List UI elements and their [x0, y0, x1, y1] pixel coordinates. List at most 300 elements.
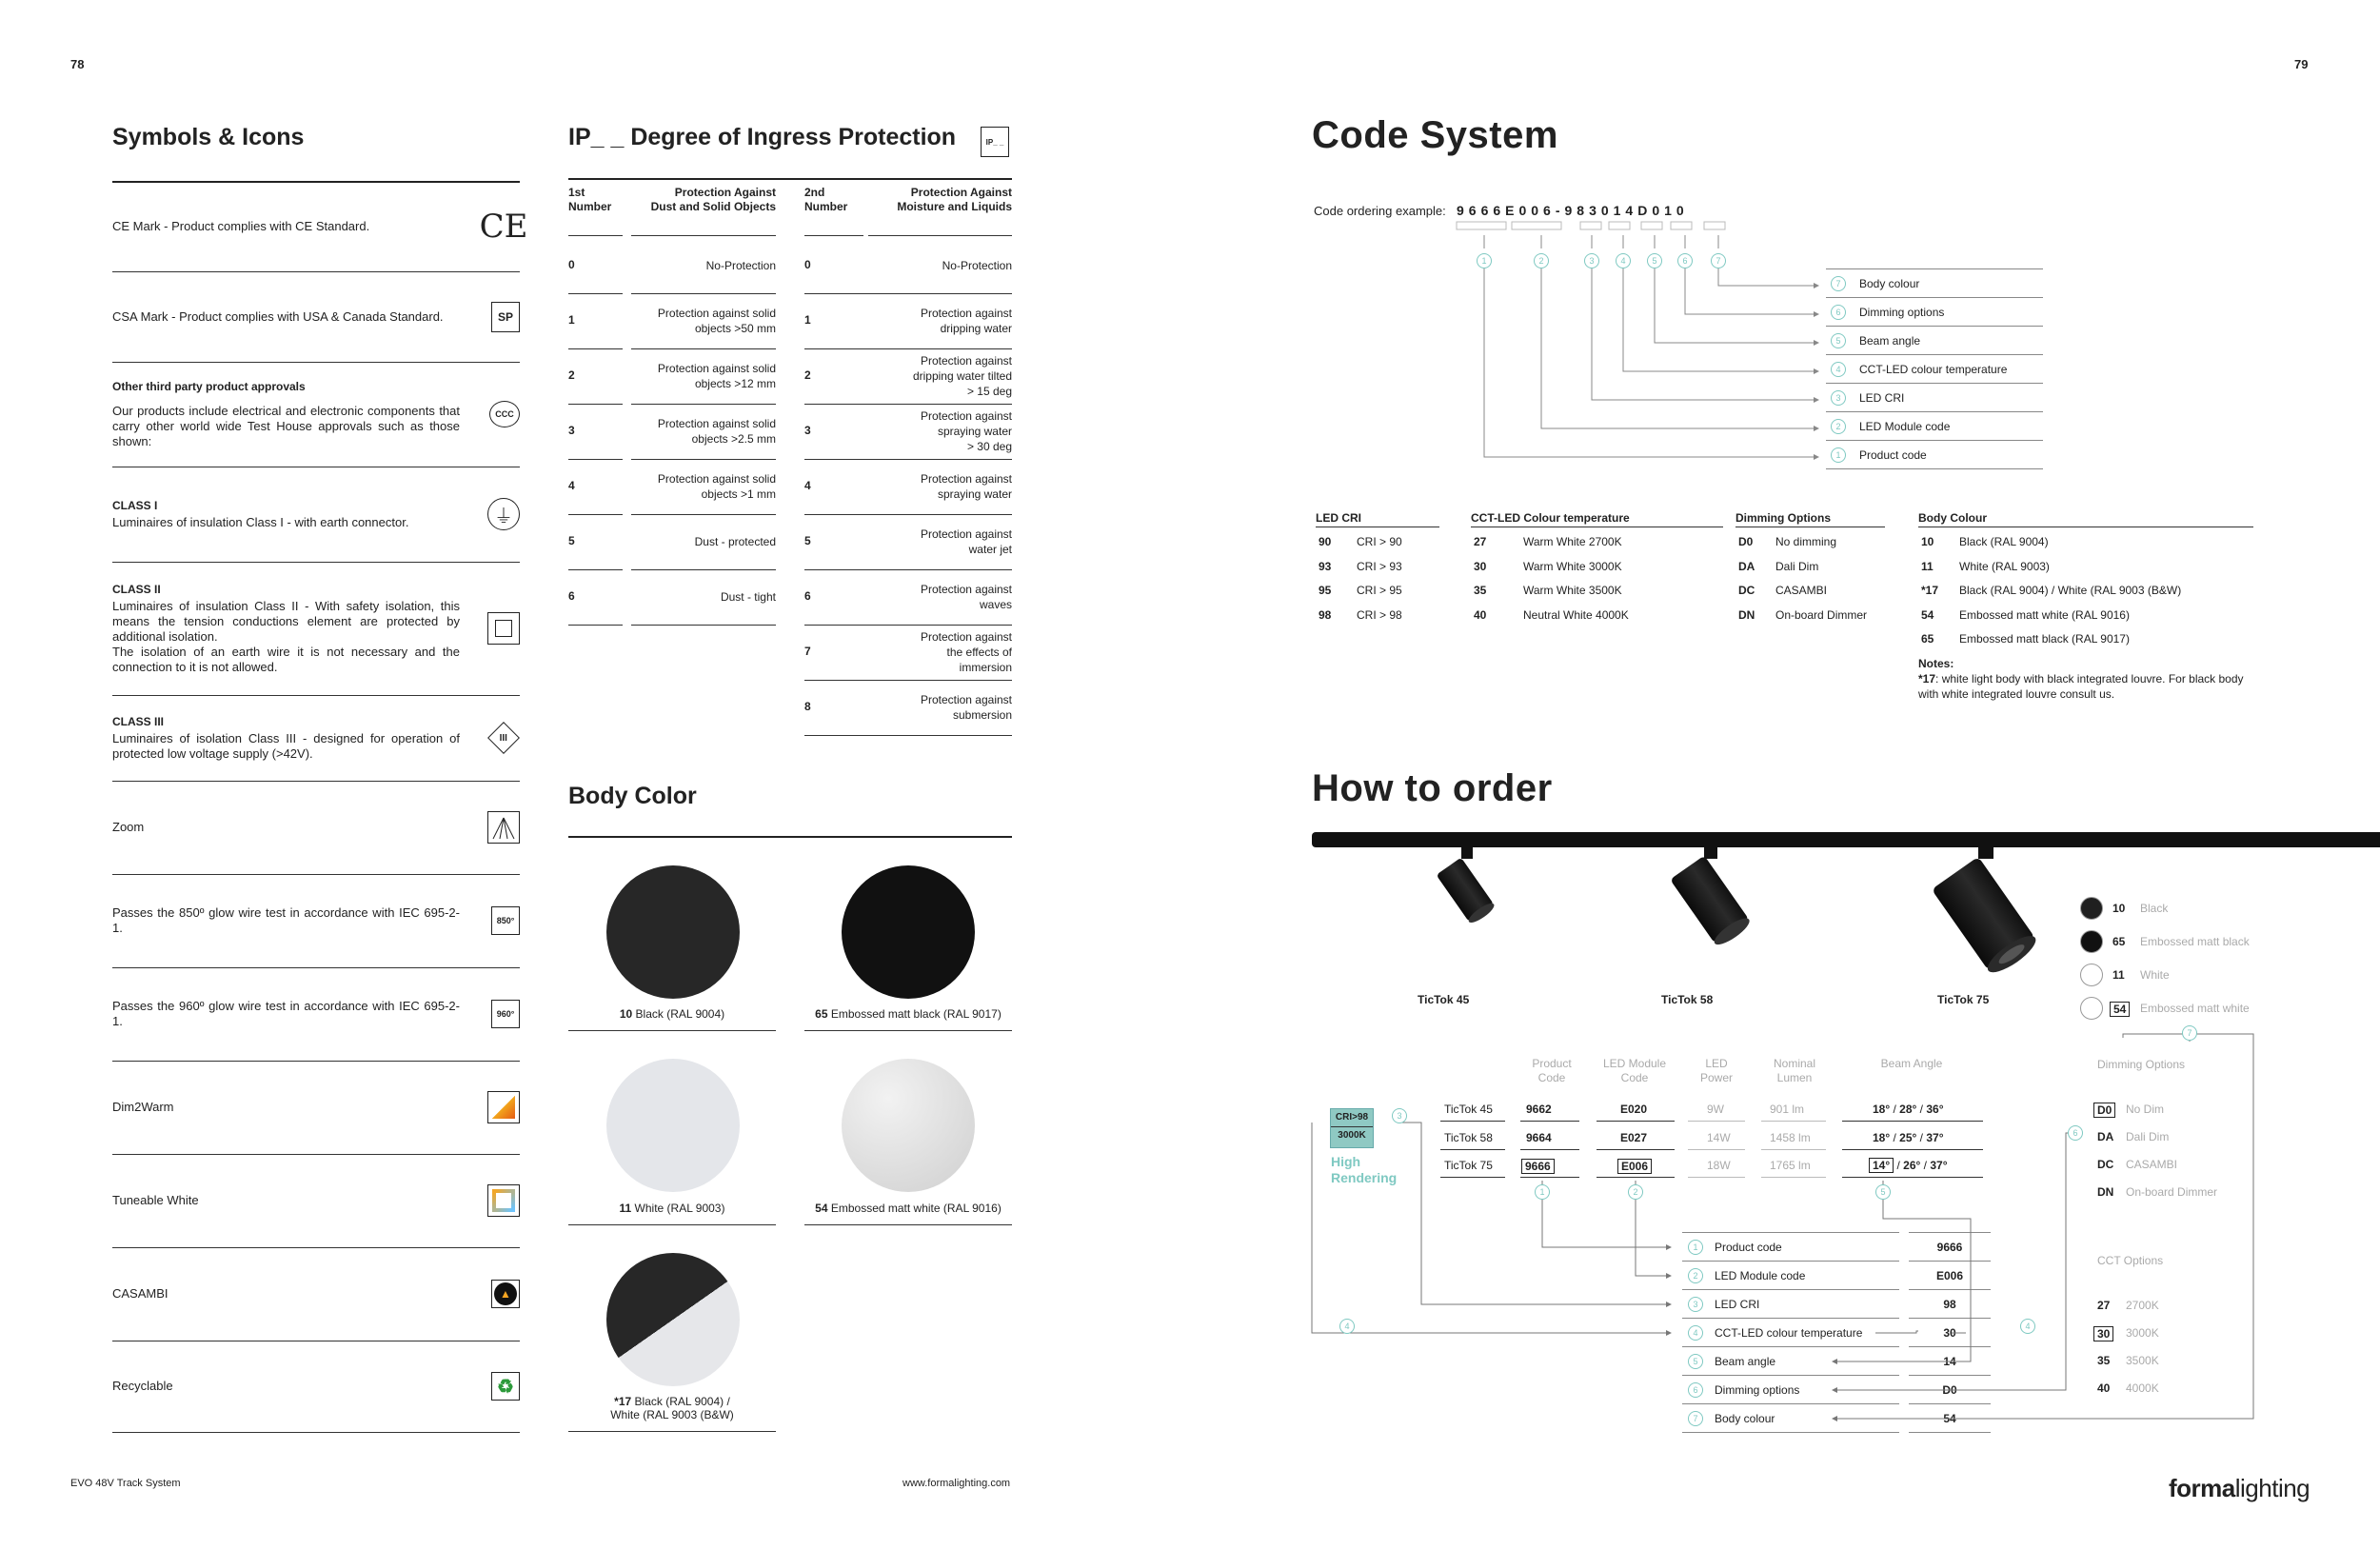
order-row-beam	[1869, 1159, 1948, 1172]
ip-second-number: 8	[804, 700, 811, 713]
order-row-beam	[1873, 1103, 1944, 1116]
divider-line	[804, 680, 1012, 681]
ip-second-number: 3	[804, 424, 811, 437]
divider-line	[1682, 1346, 1899, 1347]
beam-sep: /	[1890, 1103, 1900, 1116]
divider-line	[1761, 1121, 1826, 1122]
code-marker: 6	[1677, 253, 1693, 268]
color-option-dot	[2080, 897, 2103, 920]
divider-line	[1826, 268, 2043, 269]
divider-line	[1761, 1177, 1826, 1178]
swatch-code: 65	[815, 1007, 828, 1021]
beam-sep: /	[1894, 1159, 1904, 1172]
divider-line	[1826, 354, 2043, 355]
divider-line	[1682, 1261, 1899, 1262]
table-desc: CASAMBI	[1775, 584, 1828, 597]
divider-line	[1909, 1375, 1991, 1376]
divider-line	[804, 514, 1012, 515]
swatch-name: Black (RAL 9004) / White (RAL 9003 (B&W)	[610, 1395, 734, 1421]
divider-line	[112, 1432, 520, 1433]
symbol-text-block	[112, 1193, 460, 1208]
table-desc: Dali Dim	[1775, 559, 1819, 573]
color-option-code: 11	[2112, 968, 2125, 982]
beam-a: 18°	[1873, 1103, 1891, 1116]
symbol-text-block	[112, 905, 460, 936]
divider-line	[804, 459, 1012, 460]
symbol-text-block	[112, 1286, 460, 1302]
legend-label: Beam angle	[1859, 334, 1921, 348]
summary-label: Beam angle	[1715, 1355, 1776, 1368]
swatch-name: Embossed matt black (RAL 9017)	[827, 1007, 1002, 1021]
divider-line	[804, 1224, 1012, 1225]
divider-line	[1682, 1289, 1899, 1290]
divider-line	[568, 514, 623, 515]
color-swatch-10	[606, 865, 740, 999]
ip-first-desc: No-Protection	[705, 259, 776, 272]
order-row-code: 9666	[1521, 1159, 1555, 1174]
order-row-module: E020	[1620, 1103, 1648, 1116]
symbol-description: CSA Mark - Product complies with USA & Canada Standard.	[112, 308, 444, 324]
ip-second-desc: Protection against the effects of immersion	[920, 630, 1012, 674]
divider-line	[804, 569, 1012, 570]
divider-line	[631, 625, 776, 626]
dimming-name: On-board Dimmer	[2126, 1185, 2218, 1199]
symbol-text-block	[112, 498, 460, 530]
legend-label: Product code	[1859, 448, 1927, 462]
ip-col2-label: 2nd Number	[804, 186, 848, 213]
summary-marker: 2	[1688, 1268, 1703, 1283]
dimming-code: DC	[2097, 1158, 2114, 1171]
dimming-code: DN	[2097, 1185, 2114, 1199]
legend-marker: 4	[1831, 362, 1846, 377]
beam-sep: /	[1890, 1130, 1900, 1144]
divider-line	[1826, 411, 2043, 412]
dimming-code: DA	[2097, 1130, 2114, 1143]
glow-960-icon: 960°	[491, 1000, 520, 1028]
order-col-head: Beam Angle	[1880, 1057, 1943, 1070]
legend-label: LED CRI	[1859, 391, 1905, 405]
ip-second-desc: Protection against dripping water tilted > 15 deg	[912, 354, 1012, 398]
table-desc: On-board Dimmer	[1775, 607, 1868, 622]
luminaires-illustration	[1409, 845, 2037, 988]
symbol-row	[112, 467, 520, 562]
divider-line	[1842, 1177, 1983, 1178]
ip-first-desc: Protection against solid objects >1 mm	[657, 472, 776, 501]
ip-first-number: 1	[568, 313, 575, 327]
ip-title: IP_ _ Degree of Ingress Protection	[568, 124, 957, 150]
dimming-name: Dali Dim	[2126, 1130, 2170, 1143]
order-col-head: LED Power	[1699, 1057, 1733, 1084]
symbol-description: Passes the 960º glow wire test in accordance with IEC 695-2-1.	[112, 999, 460, 1028]
divider-line	[1440, 1121, 1505, 1122]
symbol-description: CASAMBI	[112, 1286, 169, 1301]
order-row-lumen: 1458 lm	[1770, 1130, 1811, 1144]
order-row-lumen: 901 lm	[1770, 1103, 1805, 1116]
legend-label: Dimming options	[1859, 306, 1945, 319]
color-swatch-caption	[804, 1007, 1012, 1021]
divider-line	[1440, 1177, 1505, 1178]
table-code: 30	[1474, 559, 1487, 573]
order-marker: 3	[1392, 1108, 1407, 1123]
beam-sep: /	[1920, 1159, 1931, 1172]
table-code: DA	[1738, 559, 1755, 573]
divider-line	[568, 569, 623, 570]
divider-line	[568, 1224, 776, 1225]
summary-label: LED CRI	[1715, 1298, 1760, 1311]
symbol-description: Luminaires of isolation Class III - designed for operation of protected low voltage supply (>42V).	[112, 731, 460, 761]
divider-line	[1597, 1121, 1675, 1122]
table-code: 95	[1319, 584, 1332, 597]
symbol-row	[112, 562, 520, 695]
ip-second-desc: Protection against spraying water > 30 deg	[920, 409, 1012, 453]
divider-line	[1761, 1149, 1826, 1150]
symbol-heading: CLASS III	[112, 715, 165, 728]
casambi-icon	[491, 1280, 520, 1308]
swatch-name: White (RAL 9003)	[631, 1202, 725, 1215]
inner-square	[495, 620, 512, 637]
divider-line	[631, 293, 776, 294]
recyclable-icon: ♻	[491, 1372, 520, 1401]
divider-line	[631, 348, 776, 349]
ip-second-number: 0	[804, 258, 811, 271]
symbol-heading: CLASS II	[112, 583, 161, 596]
symbol-text-block	[112, 379, 460, 449]
color-option-name: Black	[2140, 902, 2169, 915]
table-desc: Embossed matt white (RAL 9016)	[1959, 607, 2130, 622]
summary-value: E006	[1935, 1269, 1964, 1282]
color-option-code: 65	[2112, 935, 2126, 948]
symbol-description: Dim2Warm	[112, 1100, 174, 1114]
ip-second-desc: Protection against spraying water	[920, 472, 1012, 501]
symbol-row	[112, 695, 520, 781]
divider-line	[1826, 297, 2043, 298]
divider-line	[1597, 1149, 1675, 1150]
cct-code: 35	[2097, 1354, 2111, 1367]
summary-label: Product code	[1715, 1241, 1782, 1254]
summary-marker: 1	[1688, 1240, 1703, 1255]
ip-first-number: 6	[568, 589, 575, 603]
table-desc: CRI > 93	[1357, 559, 1402, 573]
zoom-triangle	[490, 814, 517, 841]
ip-second-desc: Protection against waves	[920, 583, 1012, 611]
color-option-name: White	[2140, 968, 2170, 982]
brand-logo: formalighting	[2169, 1474, 2311, 1502]
order-marker: 5	[1875, 1184, 1891, 1200]
color-swatch-caption	[568, 1395, 776, 1421]
color-swatch-caption	[804, 1202, 1012, 1215]
symbol-description: Luminaires of insulation Class II - With safety isolation, this means the tension conductions element are protected by additional isolation. The isolation of an earth wire it is not necessary and the connection to it is not allowed.	[112, 599, 460, 674]
divider-line	[1682, 1403, 1899, 1404]
symbol-row	[112, 967, 520, 1061]
symbol-description: Tuneable White	[112, 1193, 199, 1207]
table-code: 54	[1921, 607, 1934, 622]
symbol-text-block	[112, 999, 460, 1029]
class-two-icon	[487, 612, 520, 645]
summary-label: CCT-LED colour temperature	[1715, 1326, 1863, 1340]
divider-line	[1909, 1261, 1991, 1262]
divider-line	[1826, 468, 2043, 469]
symbol-row	[112, 874, 520, 967]
symbol-description: Our products include electrical and electronic components that carry other world wide Test House approvals such as those shown:	[112, 404, 460, 448]
divider-line	[1909, 1318, 1991, 1319]
diamond-shape	[487, 722, 520, 754]
order-marker: 4	[1339, 1319, 1355, 1334]
symbol-text-block	[112, 1100, 460, 1115]
color-swatch-65	[842, 865, 975, 999]
divider-line	[568, 1030, 776, 1031]
order-row-module: E006	[1617, 1159, 1652, 1174]
beam-sep: /	[1916, 1130, 1927, 1144]
ip-badge-icon: IP_ _	[981, 127, 1009, 157]
legend-marker: 2	[1831, 419, 1846, 434]
glow-850-icon: 850°	[491, 906, 520, 935]
table-desc: Warm White 2700K	[1523, 535, 1622, 548]
color-option-dot	[2080, 930, 2103, 953]
swatch-name: Embossed matt white (RAL 9016)	[827, 1202, 1002, 1215]
code-marker: 4	[1616, 253, 1631, 268]
order-row-lumen: 1765 lm	[1770, 1159, 1811, 1172]
order-col-head: Product Code	[1532, 1057, 1572, 1084]
footer-center[interactable]: www.formalighting.com	[902, 1478, 1011, 1489]
tuneable-white-icon	[487, 1184, 520, 1217]
symbol-heading: CLASS I	[112, 499, 158, 512]
ip-second-desc: Protection against dripping water	[920, 307, 1012, 335]
beam-a: 14°	[1869, 1158, 1894, 1173]
table-desc: Warm White 3500K	[1523, 584, 1622, 597]
order-row-name: TicTok 45	[1444, 1103, 1493, 1116]
table-code: 65	[1921, 632, 1934, 646]
table-code: 27	[1474, 535, 1487, 548]
dim2warm-gradient	[492, 1096, 515, 1119]
divider-line	[568, 404, 623, 405]
summary-label: LED Module code	[1715, 1269, 1806, 1282]
legend-marker: 6	[1831, 305, 1846, 320]
color-option-code: 54	[2110, 1002, 2130, 1017]
table-desc: Black (RAL 9004)	[1959, 535, 2049, 548]
product-label-45: TicTok 45	[1418, 993, 1470, 1006]
code-example-label: Code ordering example:	[1314, 204, 1446, 218]
divider-line	[631, 459, 776, 460]
symbol-row	[112, 362, 520, 467]
color-option-name: Embossed matt white	[2140, 1002, 2250, 1015]
legend-label: Body colour	[1859, 277, 1920, 290]
color-swatch-caption	[568, 1202, 776, 1215]
summary-marker: 5	[1688, 1354, 1703, 1369]
divider-line	[568, 293, 623, 294]
color-option-dot	[2080, 964, 2103, 986]
symbol-row	[112, 1061, 520, 1154]
divider-line	[1909, 1232, 1991, 1233]
beam-a: 18°	[1873, 1130, 1891, 1144]
summary-marker: 3	[1688, 1297, 1703, 1312]
symbols-title: Symbols & Icons	[112, 124, 305, 150]
summary-value: 98	[1943, 1298, 1956, 1311]
divider-line	[1682, 1232, 1899, 1233]
table-desc: Black (RAL 9004) / White (RAL 9003 (B&W)	[1959, 584, 2182, 597]
divider-line	[1909, 1403, 1991, 1404]
cct-code: 40	[2097, 1381, 2111, 1395]
summary-value: 54	[1943, 1412, 1956, 1425]
table-desc: Embossed matt black (RAL 9017)	[1959, 632, 2130, 646]
symbol-text-block	[112, 1379, 460, 1394]
code-marker: 3	[1584, 253, 1599, 268]
table-head-cri: LED CRI	[1316, 511, 1361, 525]
table-desc: White (RAL 9003)	[1959, 559, 2050, 573]
ce-mark-icon: CE	[479, 207, 528, 246]
code-system-title: Code System	[1312, 114, 1558, 156]
divider-line	[1826, 440, 2043, 441]
symbol-text-block	[112, 309, 460, 325]
color-swatch-11	[606, 1059, 740, 1192]
casambi-circle: ▲	[494, 1282, 517, 1305]
symbol-row	[112, 181, 528, 271]
dimming-code: D0	[2093, 1103, 2115, 1118]
legend-label: LED Module code	[1859, 420, 1951, 433]
cct-name: 3000K	[2126, 1326, 2159, 1340]
table-code: 93	[1319, 559, 1332, 573]
legend-marker: 1	[1831, 447, 1846, 463]
table-head-body: Body Colour	[1918, 511, 1987, 525]
color-swatch-54	[842, 1059, 975, 1192]
summary-value: 9666	[1936, 1241, 1963, 1254]
ip-first-desc: Dust - protected	[694, 535, 776, 548]
table-desc: CRI > 90	[1357, 535, 1402, 548]
symbol-text-block	[112, 714, 460, 762]
swatch-code: 10	[619, 1007, 633, 1021]
code-system-connectors	[1428, 214, 2094, 471]
table-code: D0	[1738, 535, 1754, 548]
ip-second-number: 4	[804, 479, 811, 492]
ip-first-number: 3	[568, 424, 575, 437]
divider-line	[631, 514, 776, 515]
order-marker: 4	[2020, 1319, 2035, 1334]
swatch-code: 11	[619, 1202, 632, 1215]
color-option-code: 10	[2112, 902, 2126, 915]
summary-value: 30	[1943, 1326, 1956, 1340]
symbol-row	[112, 1247, 520, 1341]
divider-line	[1520, 1177, 1579, 1178]
order-col-head: LED Module Code	[1602, 1057, 1667, 1084]
symbol-text-block	[112, 219, 460, 234]
ip-col1-head: Protection Against Dust and Solid Objects	[650, 186, 776, 213]
ip-second-number: 5	[804, 534, 811, 547]
swatch-code: 54	[815, 1202, 828, 1215]
cct-code: 27	[2097, 1299, 2111, 1312]
divider-line	[804, 404, 1012, 405]
summary-marker: 4	[1688, 1325, 1703, 1341]
divider-line	[1682, 1375, 1899, 1376]
divider-line	[631, 404, 776, 405]
beam-c: 36°	[1926, 1103, 1944, 1116]
beam-b: 28°	[1899, 1103, 1917, 1116]
footer-left: EVO 48V Track System	[70, 1478, 181, 1489]
ip-first-desc: Protection against solid objects >50 mm	[657, 307, 776, 335]
order-col-head: Nominal Lumen	[1773, 1057, 1815, 1084]
divider-line	[631, 569, 776, 570]
symbol-description: Zoom	[112, 820, 145, 834]
divider-line	[1520, 1149, 1579, 1150]
table-code: 35	[1474, 584, 1487, 597]
class-three-icon	[487, 722, 520, 754]
ip-second-number: 1	[804, 313, 811, 327]
beam-b: 26°	[1903, 1159, 1921, 1172]
ip-col2-head: Protection Against Moisture and Liquids	[897, 186, 1012, 213]
table-code: 11	[1921, 559, 1934, 573]
order-marker: 1	[1535, 1184, 1550, 1200]
ip-first-number: 0	[568, 258, 575, 271]
divider-line	[1842, 1121, 1983, 1122]
divider-line	[1909, 1289, 1991, 1290]
order-row-name: TicTok 58	[1444, 1130, 1493, 1144]
tuneable-gradient	[492, 1189, 515, 1212]
table-desc: Neutral White 4000K	[1523, 607, 1629, 622]
divider-line	[804, 293, 1012, 294]
order-row-name: TicTok 75	[1444, 1159, 1493, 1172]
summary-marker: 6	[1688, 1382, 1703, 1398]
order-marker: 2	[1628, 1184, 1643, 1200]
product-label-58: TicTok 58	[1661, 993, 1714, 1006]
order-row-code: 9662	[1526, 1103, 1552, 1116]
cct-code: 30	[2093, 1326, 2113, 1341]
ip-first-number: 5	[568, 534, 575, 547]
cct-name: 3500K	[2126, 1354, 2159, 1367]
legend-marker: 3	[1831, 390, 1846, 406]
divider-line	[568, 348, 623, 349]
summary-value: 14	[1943, 1355, 1956, 1368]
table-code: *17	[1921, 584, 1939, 597]
symbol-description: CE Mark - Product complies with CE Standard.	[112, 218, 370, 233]
body-color-title: Body Color	[568, 783, 697, 809]
table-code: 40	[1474, 607, 1487, 622]
order-row-power: 9W	[1707, 1103, 1724, 1116]
code-marker: 2	[1534, 253, 1549, 268]
symbol-text-block	[112, 820, 460, 835]
summary-label: Body colour	[1715, 1412, 1775, 1425]
color-option-name: Embossed matt black	[2140, 935, 2250, 948]
divider-line	[1909, 1432, 1991, 1433]
color-swatch-caption	[568, 1007, 776, 1021]
color-swatch-17	[606, 1253, 740, 1386]
ccc-mark-icon: CCC	[489, 401, 520, 427]
divider-line	[804, 348, 1012, 349]
legend-marker: 5	[1831, 333, 1846, 348]
high-rendering-label: High Rendering	[1331, 1154, 1398, 1185]
symbol-description: Passes the 850º glow wire test in accordance with IEC 695-2-1.	[112, 905, 460, 935]
divider-line	[1682, 1318, 1899, 1319]
divider-line	[1909, 1346, 1991, 1347]
beam-sep: /	[1916, 1103, 1927, 1116]
beam-c: 37°	[1930, 1159, 1948, 1172]
page-number-left: 78	[70, 57, 85, 71]
divider-line	[1688, 1121, 1745, 1122]
ip-second-desc: Protection against water jet	[920, 527, 1012, 556]
cct-name: 2700K	[2126, 1299, 2159, 1312]
dimming-name: No Dim	[2126, 1103, 2165, 1116]
divider-line	[1688, 1177, 1745, 1178]
symbol-text-block	[112, 582, 460, 675]
table-desc: No dimming	[1775, 535, 1837, 548]
ip-second-desc: No-Protection	[942, 259, 1012, 272]
table-desc: CRI > 98	[1357, 607, 1402, 622]
divider-line	[1520, 1121, 1579, 1122]
table-code: 98	[1319, 607, 1332, 622]
summary-marker: 7	[1688, 1411, 1703, 1426]
cct-options-head: CCT Options	[2097, 1254, 2164, 1267]
symbol-row	[112, 1154, 520, 1247]
page-number-right: 79	[2294, 57, 2309, 71]
summary-value: D0	[1942, 1383, 1957, 1397]
symbol-heading: Other third party product approvals	[112, 380, 306, 393]
